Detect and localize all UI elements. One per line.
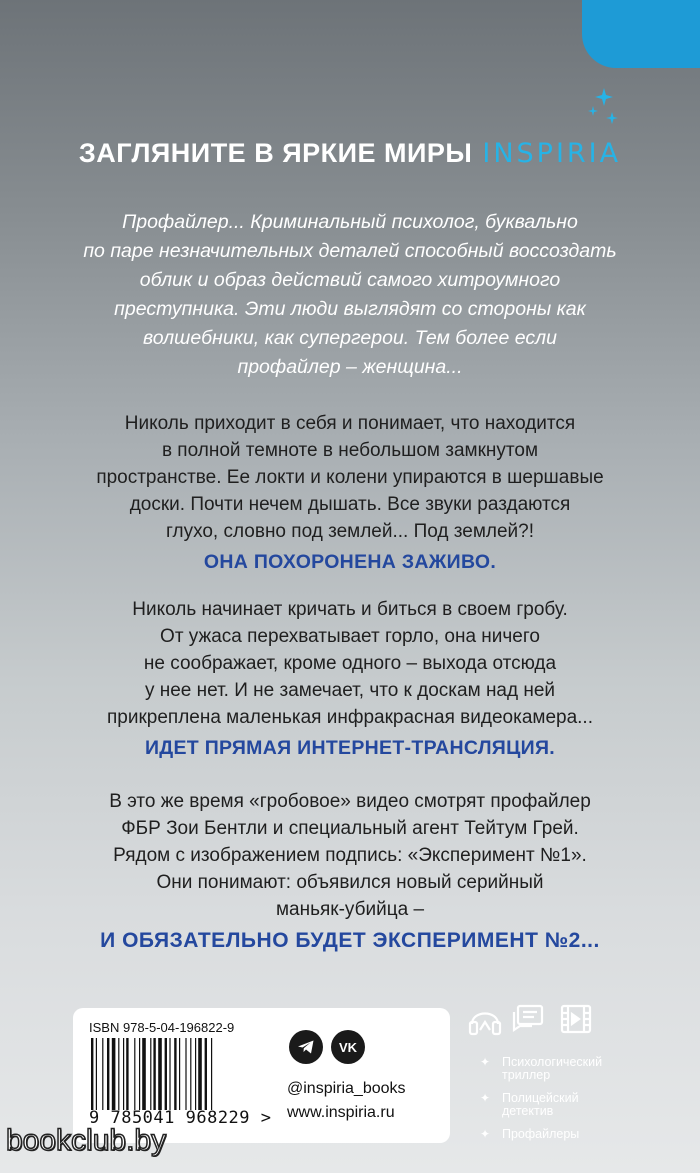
barcode-bar: [112, 1038, 116, 1110]
blurb-line: Профайлер... Криминальный психолог, буквально: [122, 211, 578, 233]
ebook-chat-icon: [514, 1006, 542, 1030]
vk-icon[interactable]: VK: [331, 1030, 365, 1064]
blurb-paragraph-3: [0, 596, 700, 762]
barcode-bar: [91, 1038, 93, 1110]
barcode-bar: [107, 1038, 109, 1110]
sparkles-icon: [584, 86, 624, 130]
blurb-line: преступника. Эти люди выглядят со стороны как: [114, 298, 586, 320]
barcode-bar: [158, 1038, 162, 1110]
barcode-bar: [134, 1038, 135, 1110]
genre-line: Психологический: [502, 1055, 603, 1069]
isbn-label: ISBN 978-5-04-196822-9: [89, 1020, 235, 1035]
barcode-bar: [139, 1038, 140, 1110]
blurb-line: доски. Почти нечем дышать. Все звуки раздаются: [129, 494, 571, 515]
genre-item: [478, 1056, 698, 1082]
blurb-intro: [0, 208, 700, 382]
sparkle-bullet-icon: ✦: [480, 1091, 491, 1105]
blurb-line: маньяк-убийца –: [275, 899, 425, 920]
genre-line: Полицейский: [502, 1091, 579, 1105]
sparkle-bullet-icon: ✦: [480, 1055, 491, 1069]
barcode-bar: [126, 1038, 128, 1110]
headline-lead: ЗАГЛЯНИТЕ В ЯРКИЕ МИРЫ: [78, 138, 473, 168]
barcode-bar: [185, 1038, 186, 1110]
genre-line: триллер: [502, 1068, 551, 1082]
barcode: [87, 1038, 267, 1110]
barcode-bar: [96, 1038, 97, 1110]
blurb-line: профайлер – женщина...: [237, 356, 463, 378]
film-icon: [562, 1006, 590, 1032]
genre-list: [478, 1056, 698, 1151]
blurb-line: прикреплена маленькая инфракрасная видеокамера...: [106, 707, 593, 728]
barcode-bar: [174, 1038, 176, 1110]
barcode-bar: [179, 1038, 180, 1110]
barcode-bar: [142, 1038, 146, 1110]
audiobook-icon: [470, 1014, 500, 1035]
blurb-line: От ужаса перехватывает горло, она ничего: [160, 626, 540, 647]
series-headline: [0, 138, 700, 169]
blurb-line: по паре незначительных деталей способный воссоздать: [83, 240, 617, 262]
blurb-line: глухо, словно под землей... Под землей?!: [165, 521, 535, 542]
barcode-bar: [118, 1038, 119, 1110]
website-link[interactable]: www.inspiria.ru: [287, 1104, 395, 1121]
accent-line: И ОБЯЗАТЕЛЬНО БУДЕТ ЭКСПЕРИМЕНТ №2...: [100, 929, 600, 952]
blurb-line: ФБР Зои Бентли и специальный агент Тейтум Грей.: [121, 818, 579, 839]
format-icons: [468, 1000, 598, 1040]
barcode-bar: [150, 1038, 151, 1110]
barcode-bar: [205, 1038, 207, 1110]
genre-item: [478, 1128, 698, 1141]
accent-line: ОНА ПОХОРОНЕНА ЗАЖИВО.: [203, 551, 497, 573]
barcode-bar: [190, 1038, 191, 1110]
telegram-icon[interactable]: [289, 1030, 323, 1064]
genre-item: [478, 1092, 698, 1118]
barcode-bar: [102, 1038, 103, 1110]
social-handle[interactable]: @inspiria_books: [287, 1080, 406, 1097]
barcode-bar: [169, 1038, 170, 1110]
accent-line: ИДЕТ ПРЯМАЯ ИНТЕРНЕТ-ТРАНСЛЯЦИЯ.: [144, 737, 556, 759]
blurb-line: волшебники, как супергерои. Тем более если: [142, 327, 557, 349]
genre-line: детектив: [502, 1104, 554, 1118]
blurb-paragraph-2: [0, 410, 700, 576]
blurb-line: облик и образ действий самого хитроумного: [139, 269, 561, 291]
barcode-bar: [195, 1038, 196, 1110]
barcode-bar: [211, 1038, 212, 1110]
blurb-line: пространстве. Ее локти и колени упираются в шершавые: [96, 467, 604, 488]
blurb-line: Рядом с изображением подпись: «Эксперимент №1».: [113, 845, 587, 866]
barcode-digits: 9 785041 968229 >: [89, 1108, 272, 1128]
sparkle-bullet-icon: ✦: [480, 1127, 491, 1141]
blurb-line: Они понимают: объявился новый серийный: [156, 872, 544, 893]
barcode-bar: [153, 1038, 155, 1110]
corner-tab: [582, 0, 700, 68]
blurb-line: не соображает, кроме одного – выхода отсюда: [143, 653, 557, 674]
blurb-line: Николь приходит в себя и понимает, что находится: [124, 413, 576, 434]
brand-name: INSPIRIA: [482, 138, 622, 169]
barcode-bar: [123, 1038, 124, 1110]
genre-line: Профайлеры: [502, 1127, 580, 1141]
blurb-line: у нее нет. И не замечает, что к доскам над ней: [144, 680, 556, 701]
blurb-line: В это же время «гробовое» видео смотрят профайлер: [109, 791, 591, 812]
isbn-info-box: [73, 1008, 450, 1143]
blurb-line: в полной темноте в небольшом замкнутом: [161, 440, 539, 461]
barcode-bar: [165, 1038, 167, 1110]
blurb-paragraph-4: [0, 788, 700, 954]
barcode-bar: [198, 1038, 202, 1110]
watermark: bookclub.by: [6, 1124, 167, 1157]
blurb-line: Николь начинает кричать и биться в своем гробу.: [132, 599, 568, 620]
